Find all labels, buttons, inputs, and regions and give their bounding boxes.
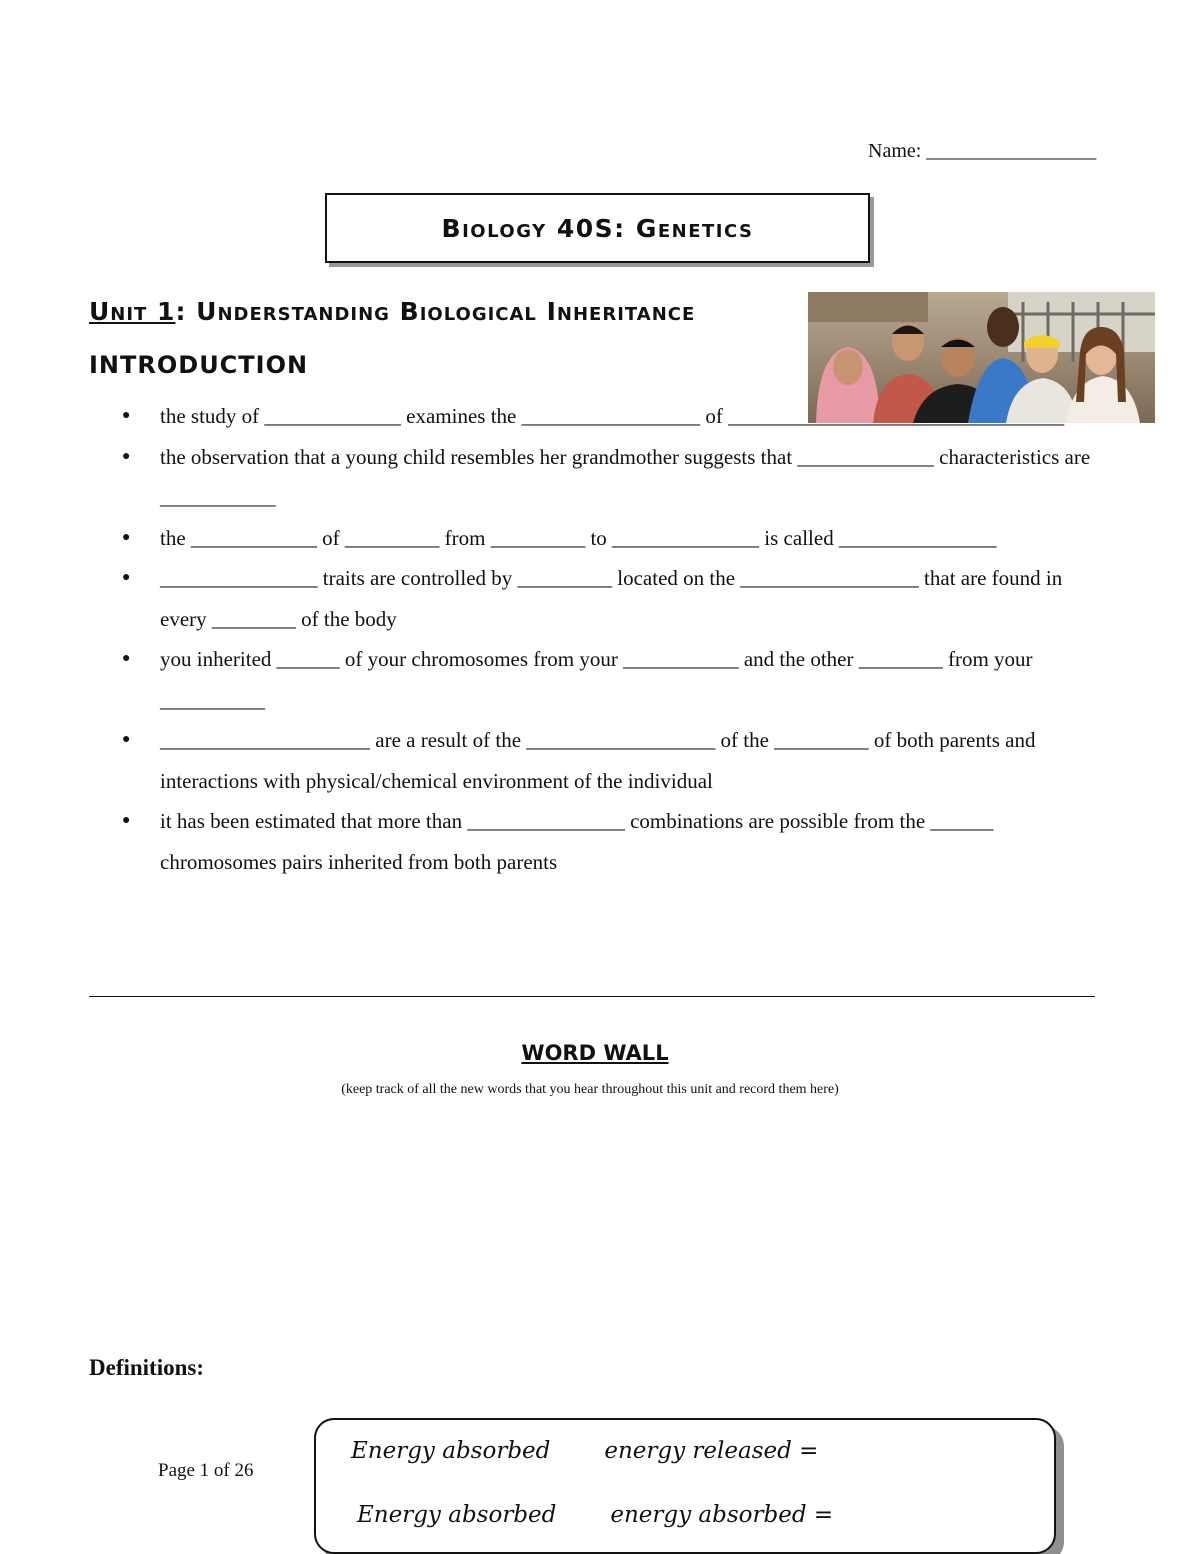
energy-equation-box (314, 1418, 1056, 1554)
fill-in-list (122, 396, 1107, 882)
document-title: Biology 40S: Genetics (441, 213, 754, 243)
word-wall-note: (keep track of all the new words that you hear throughout this unit and record them here) (341, 1082, 839, 1097)
horizontal-divider (89, 996, 1095, 997)
section-heading: INTRODUCTION (89, 351, 309, 379)
list-item: ● ____________________ are a result of the __________________ of the _________ of both parents and interactions with physical/chemical environment of the individual (122, 720, 1107, 801)
list-item: ● the study of _____________ examines the _________________ of ________________________________ (122, 396, 1107, 437)
title-box (325, 193, 870, 263)
unit-title: : Understanding Biological Inheritance (175, 297, 696, 326)
name-field-line: Name: _________________ (868, 140, 1097, 162)
energy-row-2-left: Energy absorbed (357, 1502, 557, 1528)
list-item: ● it has been estimated that more than _______________ combinations are possible from the ______ chromosomes pairs inherited from both parents (122, 801, 1107, 882)
word-wall-title: WORD WALL (521, 1041, 669, 1065)
unit-heading (89, 297, 695, 326)
unit-number: Unit 1 (89, 297, 176, 326)
energy-row-1-right: energy released = (604, 1438, 819, 1464)
energy-row-1-left: Energy absorbed (351, 1438, 551, 1464)
definitions-label: Definitions: (89, 1355, 204, 1380)
energy-row-2-right: energy absorbed = (610, 1502, 834, 1528)
energy-row-2 (357, 1502, 833, 1528)
list-item: ● the ____________ of _________ from _________ to ______________ is called _______________ (122, 518, 1107, 559)
list-item: ● _______________ traits are controlled by _________ located on the _________________ that are found in every ________ of the body (122, 558, 1107, 639)
list-item: ● the observation that a young child resembles her grandmother suggests that _____________ characteristics are ___________ (122, 437, 1107, 518)
energy-row-1 (351, 1438, 818, 1464)
list-item: ● you inherited ______ of your chromosomes from your ___________ and the other ________ from your __________ (122, 639, 1107, 720)
page-number: Page 1 of 26 (158, 1460, 254, 1481)
